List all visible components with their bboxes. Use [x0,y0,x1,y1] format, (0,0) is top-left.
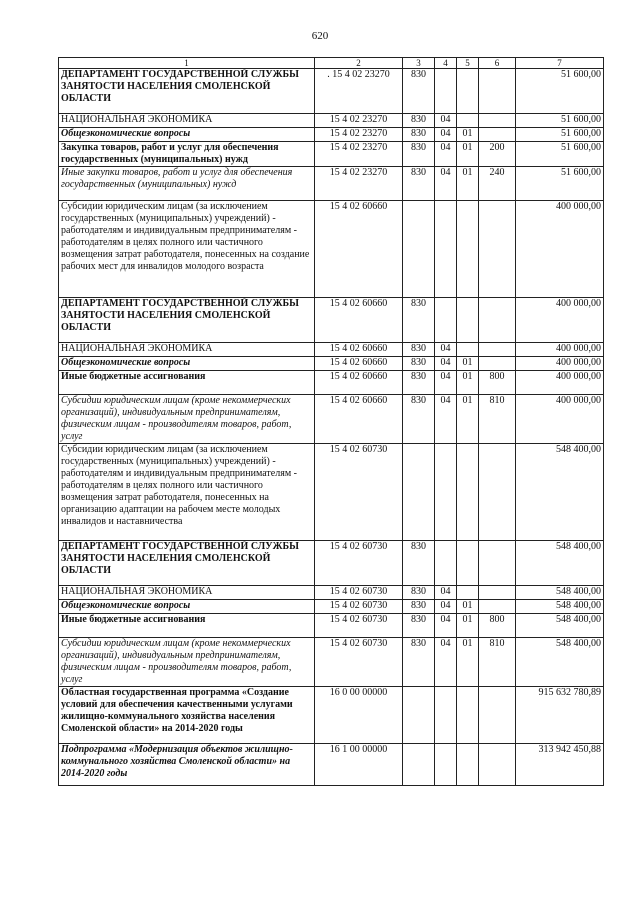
expense-type-code: 800 [479,614,516,638]
budget-code: 15 4 02 60660 [315,343,403,357]
budget-code: 15 4 02 60730 [315,614,403,638]
expense-type-code [479,744,516,786]
expense-type-code [479,586,516,600]
subsection-code [457,69,479,114]
row-name: Субсидии юридическим лицам (за исключением государственных (муниципальных) учреждений) - работодателям и индивидуальным предпринимателям - работодателям в целях полного или частичного возмещения затрат работодателя, понесенных на создание рабочих мест для инвалидов молодого возраста [59,201,315,298]
expense-type-code: 810 [479,638,516,687]
column-header: 4 [435,58,457,69]
subsection-code: 01 [457,614,479,638]
amount: 400 000,00 [516,201,604,298]
row-name: Подпрограмма «Модернизация объектов жилищно-коммунального хозяйства Смоленской области» на 2014-2020 годы [59,744,315,786]
subsection-code [457,343,479,357]
subsection-code: 01 [457,128,479,142]
amount: 400 000,00 [516,298,604,343]
admin-code [403,201,435,298]
subsection-code: 01 [457,357,479,371]
table-row [59,395,604,444]
subsection-code: 01 [457,600,479,614]
section-code: 04 [435,128,457,142]
expense-type-code [479,687,516,744]
section-code: 04 [435,600,457,614]
amount: 548 400,00 [516,541,604,586]
subsection-code: 01 [457,142,479,167]
row-name: Иные бюджетные ассигнования [59,614,315,638]
admin-code: 830 [403,142,435,167]
table-row [59,541,604,586]
table-row [59,343,604,357]
budget-code: 15 4 02 60660 [315,357,403,371]
admin-code: 830 [403,586,435,600]
admin-code: 830 [403,614,435,638]
section-code [435,444,457,541]
column-header: 5 [457,58,479,69]
amount: 548 400,00 [516,638,604,687]
row-name: ДЕПАРТАМЕНТ ГОСУДАРСТВЕННОЙ СЛУЖБЫ ЗАНЯТОСТИ НАСЕЛЕНИЯ СМОЛЕНСКОЙ ОБЛАСТИ [59,69,315,114]
table-row [59,614,604,638]
budget-code: 15 4 02 60730 [315,541,403,586]
budget-code: 15 4 02 60730 [315,444,403,541]
budget-code: 15 4 02 23270 [315,167,403,201]
amount: 400 000,00 [516,395,604,444]
expense-type-code [479,541,516,586]
budget-code: 16 1 00 00000 [315,744,403,786]
budget-code: 15 4 02 23270 [315,142,403,167]
amount: 51 600,00 [516,167,604,201]
section-code: 04 [435,614,457,638]
table-row [59,371,604,395]
row-name: Общеэкономические вопросы [59,600,315,614]
subsection-code [457,586,479,600]
subsection-code [457,201,479,298]
budget-code: 15 4 02 60660 [315,201,403,298]
section-code [435,744,457,786]
table-row [59,638,604,687]
budget-code: 15 4 02 60660 [315,371,403,395]
amount: 548 400,00 [516,614,604,638]
section-code: 04 [435,586,457,600]
row-name: НАЦИОНАЛЬНАЯ ЭКОНОМИКА [59,343,315,357]
expense-type-code [479,298,516,343]
expense-type-code: 240 [479,167,516,201]
subsection-code: 01 [457,395,479,444]
table-row [59,600,604,614]
amount: 51 600,00 [516,114,604,128]
admin-code: 830 [403,298,435,343]
row-name: НАЦИОНАЛЬНАЯ ЭКОНОМИКА [59,114,315,128]
subsection-code: 01 [457,371,479,395]
subsection-code: 01 [457,167,479,201]
amount: 548 400,00 [516,586,604,600]
expense-type-code [479,357,516,371]
row-name: ДЕПАРТАМЕНТ ГОСУДАРСТВЕННОЙ СЛУЖБЫ ЗАНЯТОСТИ НАСЕЛЕНИЯ СМОЛЕНСКОЙ ОБЛАСТИ [59,298,315,343]
expense-type-code [479,69,516,114]
budget-code: 15 4 02 23270 [315,128,403,142]
expense-type-code [479,128,516,142]
admin-code [403,744,435,786]
admin-code: 830 [403,395,435,444]
column-header: 6 [479,58,516,69]
budget-code: 15 4 02 60730 [315,638,403,687]
expense-type-code: 810 [479,395,516,444]
subsection-code [457,541,479,586]
admin-code: 830 [403,371,435,395]
budget-code: 15 4 02 60660 [315,395,403,444]
budget-code: 15 4 02 60730 [315,600,403,614]
column-header: 3 [403,58,435,69]
section-code: 04 [435,114,457,128]
admin-code: 830 [403,128,435,142]
table-row [59,298,604,343]
table-row [59,744,604,786]
row-name: ДЕПАРТАМЕНТ ГОСУДАРСТВЕННОЙ СЛУЖБЫ ЗАНЯТОСТИ НАСЕЛЕНИЯ СМОЛЕНСКОЙ ОБЛАСТИ [59,541,315,586]
expense-type-code [479,343,516,357]
expense-type-code [479,114,516,128]
subsection-code: 01 [457,638,479,687]
admin-code: 830 [403,541,435,586]
budget-table [58,57,604,786]
section-code: 04 [435,638,457,687]
row-name: Субсидии юридическим лицам (за исключением государственных (муниципальных) учреждений) - работодателям и индивидуальным предпринимателям - работодателям в целях полного или частичного возмещения затрат работодателя, понесенных на организацию адаптации на рабочем месте молодых инвалидов и наставничества [59,444,315,541]
table-row [59,586,604,600]
section-code: 04 [435,167,457,201]
amount: 400 000,00 [516,343,604,357]
admin-code: 830 [403,638,435,687]
amount: 51 600,00 [516,128,604,142]
section-code: 04 [435,395,457,444]
row-name: НАЦИОНАЛЬНАЯ ЭКОНОМИКА [59,586,315,600]
expense-type-code [479,600,516,614]
section-code: 04 [435,371,457,395]
row-name: Субсидии юридическим лицам (кроме некоммерческих организаций), индивидуальным предпринимателям, физическим лицам - производителям товаров, работ, услуг [59,395,315,444]
section-code [435,201,457,298]
amount: 400 000,00 [516,357,604,371]
row-name: Общеэкономические вопросы [59,128,315,142]
expense-type-code: 200 [479,142,516,167]
budget-code: 16 0 00 00000 [315,687,403,744]
admin-code: 830 [403,357,435,371]
admin-code [403,444,435,541]
section-code: 04 [435,142,457,167]
admin-code [403,687,435,744]
section-code [435,69,457,114]
table-row [59,114,604,128]
row-name: Общеэкономические вопросы [59,357,315,371]
subsection-code [457,114,479,128]
section-code [435,541,457,586]
admin-code: 830 [403,343,435,357]
budget-code: 15 4 02 60730 [315,586,403,600]
budget-code: 15 4 02 23270 [315,114,403,128]
budget-code: . 15 4 02 23270 [315,69,403,114]
row-name: Иные закупки товаров, работ и услуг для обеспечения государственных (муниципальных) нужд [59,167,315,201]
row-name: Закупка товаров, работ и услуг для обеспечения государственных (муниципальных) нужд [59,142,315,167]
amount: 548 400,00 [516,444,604,541]
column-header: 1 [59,58,315,69]
subsection-code [457,744,479,786]
budget-code: 15 4 02 60660 [315,298,403,343]
subsection-code [457,298,479,343]
column-header: 2 [315,58,403,69]
subsection-code [457,444,479,541]
amount: 51 600,00 [516,142,604,167]
row-name: Областная государственная программа «Создание условий для обеспечения качественными услугами жилищно-коммунального хозяйства населения Смоленской области» на 2014-2020 годы [59,687,315,744]
amount: 313 942 450,88 [516,744,604,786]
table-row [59,687,604,744]
expense-type-code [479,444,516,541]
section-code: 04 [435,357,457,371]
admin-code: 830 [403,167,435,201]
row-name: Субсидии юридическим лицам (кроме некоммерческих организаций), индивидуальным предпринимателям, физическим лицам - производителям товаров, работ, услуг [59,638,315,687]
expense-type-code [479,201,516,298]
page-number: 620 [311,30,329,42]
amount: 548 400,00 [516,600,604,614]
amount: 915 632 780,89 [516,687,604,744]
table-row [59,128,604,142]
column-header-row [59,58,604,69]
table-row [59,357,604,371]
amount: 51 600,00 [516,69,604,114]
section-code: 04 [435,343,457,357]
section-code [435,298,457,343]
admin-code: 830 [403,114,435,128]
column-header: 7 [516,58,604,69]
admin-code: 830 [403,69,435,114]
table-row [59,142,604,167]
subsection-code [457,687,479,744]
section-code [435,687,457,744]
table-row [59,69,604,114]
table-row [59,167,604,201]
admin-code: 830 [403,600,435,614]
table-row [59,201,604,298]
row-name: Иные бюджетные ассигнования [59,371,315,395]
amount: 400 000,00 [516,371,604,395]
table-row [59,444,604,541]
expense-type-code: 800 [479,371,516,395]
